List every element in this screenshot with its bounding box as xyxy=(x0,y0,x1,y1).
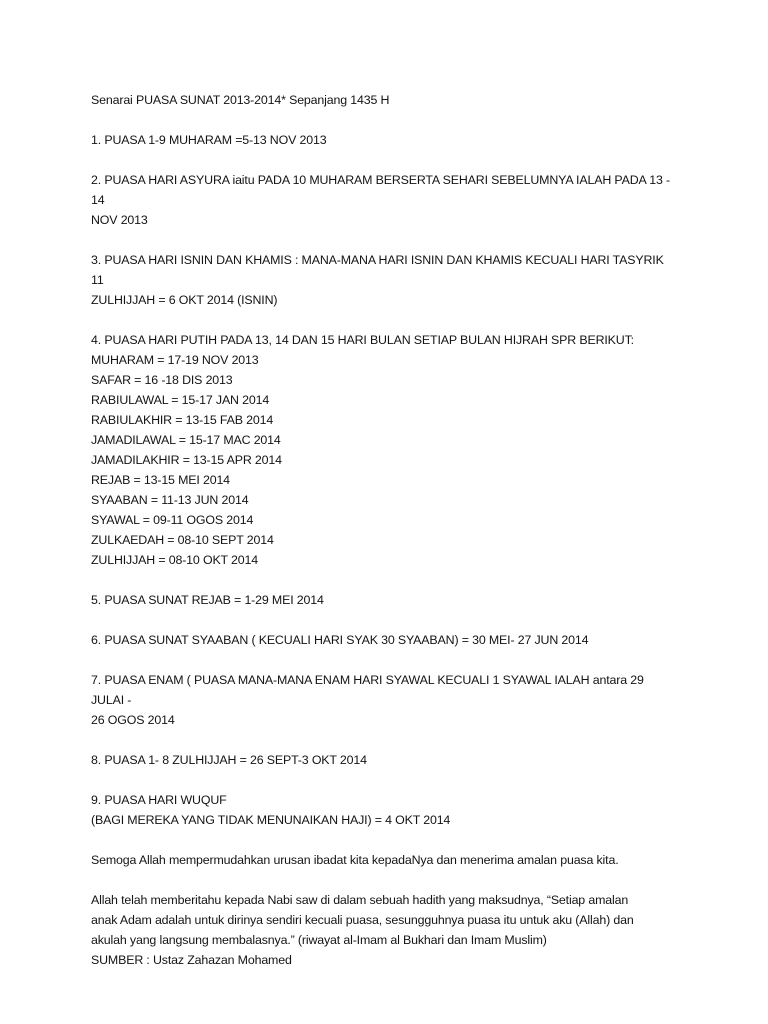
item-1: 1. PUASA 1-9 MUHARAM =5-13 NOV 2013 xyxy=(91,133,327,147)
month-rejab: REJAB = 13-15 MEI 2014 xyxy=(91,473,230,487)
month-jamadilakhir: JAMADILAKHIR = 13-15 APR 2014 xyxy=(91,453,282,467)
item-5: 5. PUASA SUNAT REJAB = 1-29 MEI 2014 xyxy=(91,593,324,607)
item-9-line-1: 9. PUASA HARI WUQUF xyxy=(91,793,227,807)
spacer xyxy=(91,650,678,670)
month-jamadilawal: JAMADILAWAL = 15-17 MAC 2014 xyxy=(91,433,281,447)
item-4-heading: 4. PUASA HARI PUTIH PADA 13, 14 DAN 15 HARI BULAN SETIAP BULAN HIJRAH SPR BERIKUT: xyxy=(91,333,634,347)
item-8: 8. PUASA 1- 8 ZULHIJJAH = 26 SEPT-3 OKT 2014 xyxy=(91,753,367,767)
spacer xyxy=(91,830,678,850)
item-3-line-2: ZULHIJJAH = 6 OKT 2014 (ISNIN) xyxy=(91,293,278,307)
month-syaaban: SYAABAN = 11-13 JUN 2014 xyxy=(91,493,249,507)
spacer xyxy=(91,730,678,750)
month-rabiulakhir: RABIULAKHIR = 13-15 FAB 2014 xyxy=(91,413,274,427)
spacer xyxy=(91,770,678,790)
spacer xyxy=(91,230,678,250)
month-muharam: MUHARAM = 17-19 NOV 2013 xyxy=(91,353,259,367)
item-7-line-2: 26 OGOS 2014 xyxy=(91,713,175,727)
source-credit: SUMBER : Ustaz Zahazan Mohamed xyxy=(91,953,292,967)
item-6: 6. PUASA SUNAT SYAABAN ( KECUALI HARI SYAK 30 SYAABAN) = 30 MEI- 27 JUN 2014 xyxy=(91,633,589,647)
hadith-line-2: anak Adam adalah untuk dirinya sendiri kecuali puasa, sesungguhnya puasa itu untuk aku (Allah) dan xyxy=(91,913,634,927)
spacer xyxy=(91,150,678,170)
document-title: Senarai PUASA SUNAT 2013-2014* Sepanjang 1435 H xyxy=(91,93,390,107)
month-safar: SAFAR = 16 -18 DIS 2013 xyxy=(91,373,233,387)
spacer xyxy=(91,570,678,590)
month-zulkaedah: ZULKAEDAH = 08-10 SEPT 2014 xyxy=(91,533,274,547)
hadith-line-3: akulah yang langsung membalasnya.” (riwayat al-Imam al Bukhari dan Imam Muslim) xyxy=(91,933,547,947)
item-3-line-1: 3. PUASA HARI ISNIN DAN KHAMIS : MANA-MANA HARI ISNIN DAN KHAMIS KECUALI HARI TASYRIK 11 xyxy=(91,253,668,287)
month-rabiulawal: RABIULAWAL = 15-17 JAN 2014 xyxy=(91,393,270,407)
month-syawal: SYAWAL = 09-11 OGOS 2014 xyxy=(91,513,254,527)
month-zulhijjah: ZULHIJJAH = 08-10 OKT 2014 xyxy=(91,553,259,567)
closing-prayer: Semoga Allah mempermudahkan urusan ibadat kita kepadaNya dan menerima amalan puasa kita. xyxy=(91,853,619,867)
item-2-line-2: NOV 2013 xyxy=(91,213,148,227)
spacer xyxy=(91,610,678,630)
spacer xyxy=(91,870,678,890)
hadith-line-1: Allah telah memberitahu kepada Nabi saw di dalam sebuah hadith yang maksudnya, “Setiap amalan xyxy=(91,893,629,907)
item-7-line-1: 7. PUASA ENAM ( PUASA MANA-MANA ENAM HARI SYAWAL KECUALI 1 SYAWAL IALAH antara 29 JULAI - xyxy=(91,673,648,707)
spacer xyxy=(91,110,678,130)
spacer xyxy=(91,310,678,330)
item-2-line-1: 2. PUASA HARI ASYURA iaitu PADA 10 MUHARAM BERSERTA SEHARI SEBELUMNYA IALAH PADA 13 - 14 xyxy=(91,173,674,207)
item-9-line-2: (BAGI MEREKA YANG TIDAK MENUNAIKAN HAJI) = 4 OKT 2014 xyxy=(91,813,451,827)
